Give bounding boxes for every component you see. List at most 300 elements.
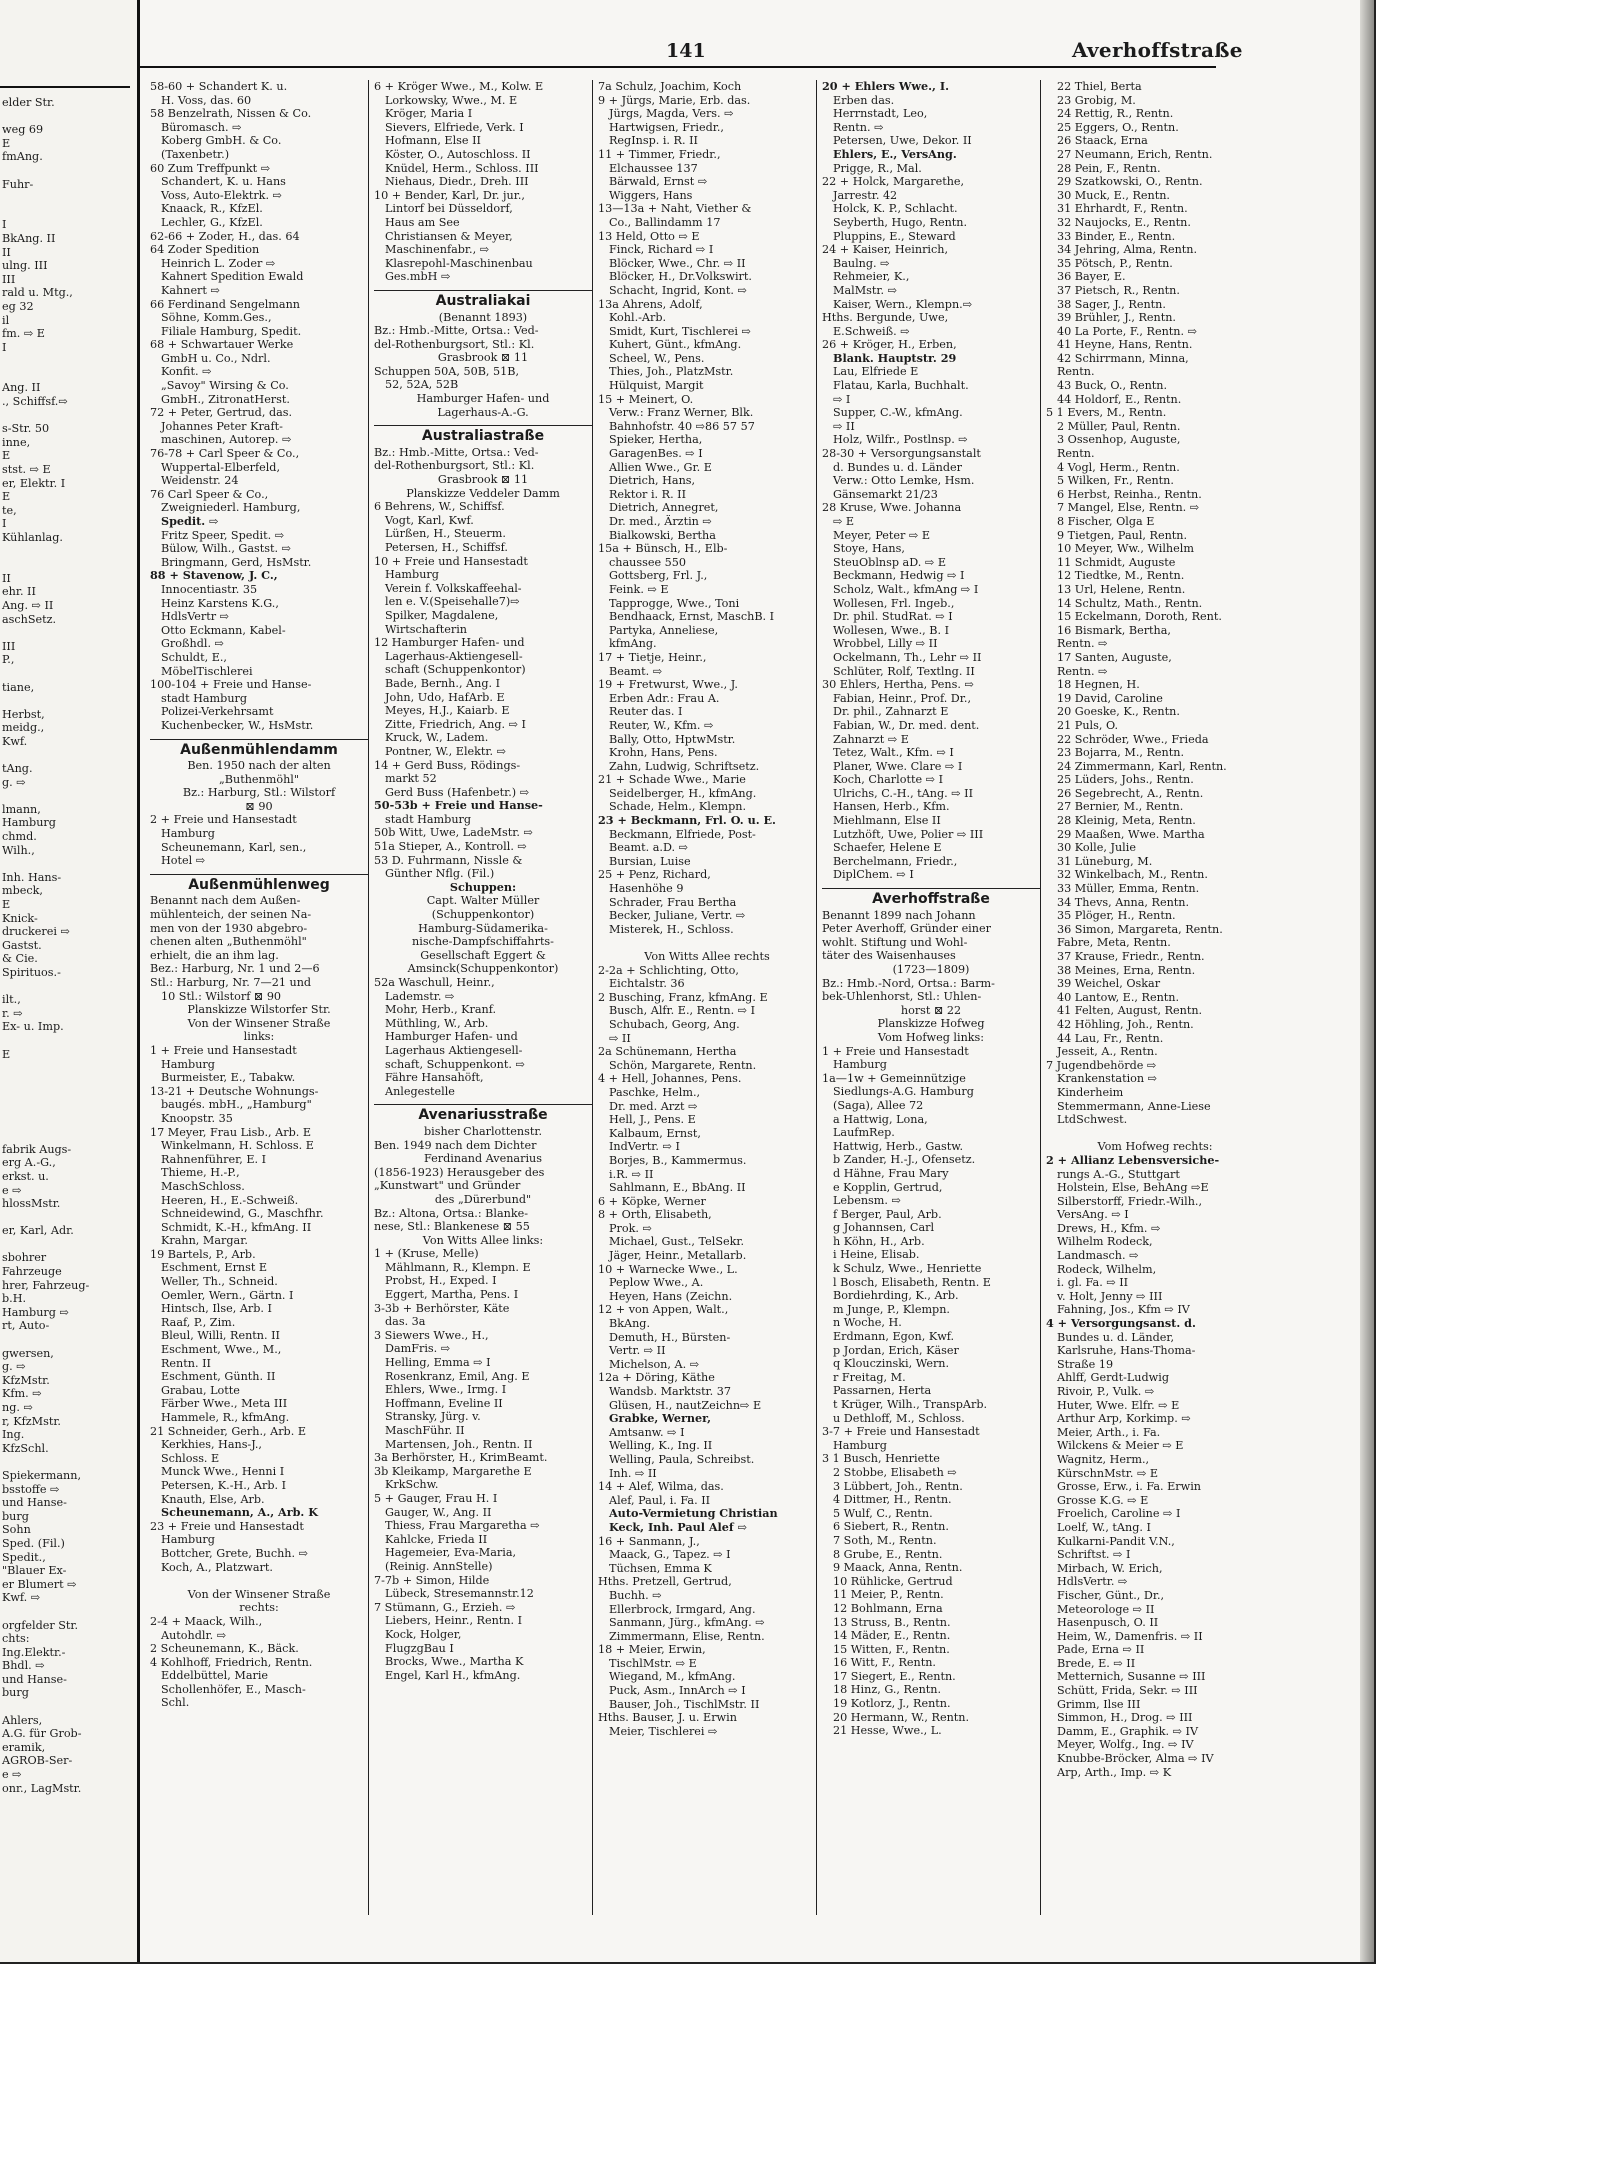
directory-entry: 52, 52A, 52B (385, 378, 459, 392)
street-heading: Australiakai (374, 290, 592, 309)
strip-line: r, KfzMstr. (2, 1414, 61, 1428)
directory-entry: 5 + Gauger, Frau H. I (374, 1491, 498, 1505)
directory-entry: Koch, Charlotte ⇨ I (833, 773, 943, 787)
directory-entry: bek-Uhlenhorst, Stl.: Uhlen- (822, 990, 982, 1004)
directory-entry: Fabian, W., Dr. med. dent. (833, 718, 980, 732)
directory-entry: q Klouczinski, Wern. (833, 1357, 950, 1371)
directory-entry: 12 Bohlmann, Erna (833, 1601, 943, 1615)
directory-entry: Welling, Paula, Schreibst. (609, 1452, 755, 1466)
directory-entry: Zahn, Ludwig, Schriftsetz. (609, 759, 760, 773)
directory-entry: Wiggers, Hans (609, 188, 693, 202)
directory-entry: Ockelmann, Th., Lehr ⇨ II (833, 650, 982, 664)
directory-entry: Blank. Hauptstr. 29 (833, 351, 957, 365)
directory-entry: Pontner, W., Elektr. ⇨ (385, 744, 507, 758)
directory-entry: 33 Müller, Emma, Rentn. (1057, 882, 1200, 896)
directory-entry: Lübeck, Stresemannstr.12 (385, 1587, 534, 1601)
strip-line: inne, (2, 435, 31, 449)
directory-entry: Lürßen, H., Steuerm. (385, 527, 506, 541)
strip-line: hrer, Fahrzeug- (2, 1278, 90, 1292)
directory-entry: Grosse K.G. ⇨ E (1057, 1493, 1149, 1507)
strip-line: Bhdl. ⇨ (2, 1659, 45, 1673)
directory-entry: Kulkarni-Pandit V.N., (1057, 1534, 1175, 1548)
directory-entry: Hths. Pretzell, Gertrud, (598, 1575, 732, 1589)
directory-entry: Partyka, Anneliese, (609, 623, 719, 637)
directory-entry: Wollesen, Frl. Ingeb., (833, 596, 955, 610)
directory-entry: Maack, G., Tapez. ⇨ I (609, 1548, 731, 1562)
directory-entry: 2-2a + Schlichting, Otto, (598, 963, 739, 977)
directory-entry: 11 + Timmer, Friedr., (598, 147, 721, 161)
strip-line: Spiekermann, (2, 1468, 82, 1482)
strip-line: & Cie. (2, 952, 38, 966)
directory-entry: 72 + Peter, Gertrud, das. (150, 406, 293, 420)
directory-entry: Hamburger Hafen- und (416, 392, 550, 406)
directory-entry: Fabre, Meta, Rentn. (1057, 936, 1171, 950)
strip-line (2, 667, 136, 681)
directory-entry: 7 Soth, M., Rentn. (833, 1533, 937, 1547)
strip-line (2, 1061, 136, 1075)
directory-entry: 3-3b + Berhörster, Käte (374, 1301, 510, 1315)
directory-entry: Spedit. ⇨ (161, 515, 219, 528)
directory-entry: Kruck, W., Ladem. (385, 731, 489, 745)
directory-entry: (Taxenbetr.) (161, 147, 230, 161)
directory-entry: Munck Wwe., Henni I (161, 1465, 285, 1479)
strip-line (2, 1333, 136, 1347)
strip-line: ehr. II (2, 585, 36, 599)
directory-column-2 (374, 80, 592, 1682)
directory-entry: Lutzhöft, Uwe, Polier ⇨ III (833, 827, 984, 841)
directory-entry: Bundes u. d. Länder, (1057, 1330, 1175, 1344)
directory-entry: „Savoy" Wirsing & Co. (161, 379, 289, 393)
directory-entry: Anlegestelle (385, 1084, 455, 1098)
strip-line (2, 1238, 136, 1252)
directory-entry: Finck, Richard ⇨ I (609, 243, 714, 257)
directory-entry: 23 Bojarra, M., Rentn. (1057, 746, 1184, 760)
directory-entry: Prok. ⇨ (609, 1221, 652, 1235)
directory-entry: Stoye, Hans, (833, 542, 905, 556)
directory-entry: 18 + Meier, Erwin, (598, 1643, 706, 1657)
strip-line: Ex- u. Imp. (2, 1020, 64, 1034)
directory-entry: Dietrich, Hans, (609, 474, 696, 488)
directory-entry: Hamburg (161, 827, 215, 841)
column-rule (1040, 80, 1041, 1915)
strip-line: fabrik Augs- (2, 1142, 72, 1156)
directory-entry: Lorkowsky, Wwe., M. E (385, 93, 518, 107)
directory-entry: Miehlmann, Else II (833, 814, 941, 828)
scan-edge (1360, 0, 1374, 1962)
directory-entry: 35 Pötsch, P., Rentn. (1057, 256, 1173, 270)
directory-entry: Hamburger Hafen- und (385, 1030, 518, 1044)
directory-entry: Silberstorff, Friedr.-Wilh., (1057, 1194, 1203, 1208)
directory-entry: Müthling, W., Arb. (385, 1016, 489, 1030)
directory-entry: Flatau, Karla, Buchhalt. (833, 379, 969, 393)
directory-entry: stadt Hamburg (161, 691, 248, 705)
directory-entry: Filiale Hamburg, Spedit. (161, 324, 302, 338)
directory-entry: des „Dürerbund" (434, 1192, 532, 1206)
strip-line: P., (2, 653, 15, 667)
directory-entry: Hansen, Herb., Kfm. (833, 800, 950, 814)
strip-line: Fahrzeuge (2, 1265, 62, 1279)
directory-entry: Ehlers, E., VersAng. (833, 147, 957, 161)
strip-line: Ing.Elektr.- (2, 1645, 66, 1659)
directory-entry: FlugzgBau I (385, 1641, 454, 1655)
directory-entry: Alef, Paul, i. Fa. II (609, 1493, 711, 1507)
directory-entry: Söhne, Komm.Ges., (161, 311, 272, 325)
directory-entry: Grabke, Werner, (609, 1412, 712, 1426)
directory-entry: Schön, Margarete, Rentn. (609, 1058, 757, 1072)
directory-entry: Hths. Bauser, J. u. Erwin (598, 1711, 737, 1725)
strip-line (2, 1102, 136, 1116)
strip-line: weg 69 (2, 123, 44, 137)
directory-entry (598, 936, 816, 950)
directory-entry: 10 Meyer, Ww., Wilhelm (1057, 542, 1194, 556)
directory-entry: Damm, E., Graphik. ⇨ IV (1057, 1724, 1199, 1738)
directory-entry: a Hattwig, Lona, (833, 1112, 928, 1126)
directory-entry: Fischer, Günt., Dr., (1057, 1588, 1165, 1602)
directory-entry: 2 Stobbe, Elisabeth ⇨ (833, 1465, 957, 1479)
street-heading: Außenmühlendamm (150, 739, 368, 758)
directory-entry: 14 Mäder, E., Rentn. (833, 1629, 951, 1643)
strip-line: bsstoffe ⇨ (2, 1482, 60, 1496)
strip-line: g. ⇨ (2, 1360, 26, 1374)
directory-entry: Verw.: Franz Werner, Blk. (609, 406, 754, 420)
directory-entry: b Zander, H.-J., Ofensetz. (833, 1153, 976, 1167)
directory-entry: 21 Schneider, Gerh., Arb. E (150, 1424, 306, 1438)
directory-entry: LtdSchwest. (1057, 1113, 1128, 1127)
strip-line: meidg., (2, 721, 45, 735)
directory-entry: 34 Thevs, Anna, Rentn. (1057, 895, 1190, 909)
directory-entry: ⇨ II (609, 1031, 631, 1045)
strip-line: Hamburg ⇨ (2, 1305, 69, 1319)
directory-entry: Bottcher, Grete, Buchh. ⇨ (161, 1546, 308, 1560)
directory-entry: Erben das. (833, 93, 895, 107)
directory-entry: Borjes, B., Kammermus. (609, 1153, 747, 1167)
directory-entry: Raaf, P., Zim. (161, 1315, 236, 1329)
directory-entry: 2 Müller, Paul, Rentn. (1057, 419, 1181, 433)
directory-entry: Bülow, Wilh., Gastst. ⇨ (161, 542, 291, 556)
directory-entry: 2 + Allianz Lebensversiche- (1046, 1153, 1220, 1167)
directory-entry: stadt Hamburg (385, 812, 472, 826)
directory-entry: Knoopstr. 35 (161, 1111, 233, 1125)
strip-line (2, 1088, 136, 1102)
directory-entry: 10 Rühlicke, Gertrud (833, 1574, 953, 1588)
directory-entry: Schneidewind, G., Maschfhr. (161, 1207, 324, 1221)
directory-entry: Scheel, W., Pens. (609, 351, 705, 365)
directory-entry: (1856-1923) Herausgeber des (374, 1165, 545, 1179)
directory-entry: Gerd Buss (Hafenbetr.) ⇨ (385, 785, 530, 799)
directory-entry: Schaefer, Helene E (833, 841, 942, 855)
directory-entry: Co., Ballindamm 17 (609, 215, 721, 229)
directory-entry: Supper, C.-W., kfmAng. (833, 406, 963, 420)
directory-entry: 31 Ehrhardt, F., Rentn. (1057, 202, 1188, 216)
directory-entry: Meier, Arth., i. Fa. (1057, 1425, 1161, 1439)
directory-entry: baugés. mbH., „Hamburg" (161, 1098, 312, 1112)
strip-rule (0, 86, 130, 88)
directory-entry: e Kopplin, Gertrud, (833, 1180, 943, 1194)
directory-entry: 9 Maack, Anna, Rentn. (833, 1561, 963, 1575)
directory-entry: (Reinig. AnnStelle) (385, 1559, 493, 1573)
directory-entry: Lebensm. ⇨ (833, 1194, 901, 1208)
directory-entry: 39 Weichel, Oskar (1057, 977, 1161, 991)
directory-entry: Elchaussee 137 (609, 161, 698, 175)
directory-entry: t Krüger, Wilh., TranspArb. (833, 1398, 988, 1411)
directory-entry: IndVertr. ⇨ I (609, 1140, 680, 1154)
strip-line (2, 191, 136, 205)
directory-entry: Blöcker, Wwe., Chr. ⇨ II (609, 256, 746, 270)
directory-entry: Dietrich, Annegret, (609, 501, 719, 515)
directory-entry: Zitte, Friedrich, Ang. ⇨ I (385, 717, 526, 731)
directory-entry: 6 + Kröger Wwe., M., Kolw. E (374, 80, 544, 93)
directory-entry: 40 La Porte, F., Rentn. ⇨ (1057, 324, 1197, 338)
directory-entry: 34 Jehring, Alma, Rentn. (1057, 243, 1198, 257)
directory-entry: 17 Santen, Auguste, (1057, 650, 1172, 664)
directory-entry: Hell, J., Pens. E (609, 1113, 696, 1127)
directory-entry: 26 + Kröger, H., Erben, (822, 338, 957, 352)
strip-line: Herbst, (2, 707, 45, 721)
directory-entry: Seyberth, Hugo, Rentn. (833, 215, 968, 229)
directory-entry: Niehaus, Diedr., Dreh. III (385, 175, 529, 189)
strip-line (2, 1211, 136, 1225)
directory-entry: 4 Vogl, Herm., Rentn. (1057, 460, 1180, 474)
directory-entry: Welling, K., Ing. II (609, 1439, 713, 1453)
directory-entry: Hamburg (161, 1057, 215, 1071)
directory-entry: 6 + Köpke, Werner (598, 1194, 706, 1208)
directory-entry: Färber Wwe., Meta III (161, 1397, 288, 1411)
directory-entry: Meyes, H.J., Kaiarb. E (385, 704, 510, 718)
directory-column-5 (1046, 80, 1264, 1779)
directory-entry: Ben. 1950 nach der alten (187, 759, 331, 773)
column-rule (368, 80, 369, 1915)
directory-entry: ⇨ I (833, 392, 851, 406)
directory-entry: Jürgs, Magda, Vers. ⇨ (609, 107, 734, 121)
directory-entry: John, Udo, HafArb. E (385, 690, 505, 704)
directory-entry: Hartwigsen, Friedr., (609, 120, 724, 134)
directory-entry: Rentn. II (161, 1356, 211, 1370)
directory-entry: 11 Meier, P., Rentn. (833, 1588, 944, 1602)
directory-entry: Hattwig, Herb., Gastw. (833, 1139, 964, 1153)
directory-entry: kfmAng. (609, 637, 657, 651)
strip-line: erkst. u. (2, 1169, 49, 1183)
directory-entry: k Schulz, Wwe., Henriette (833, 1262, 982, 1276)
directory-entry: Benannt 1899 nach Johann (822, 908, 976, 922)
strip-line: tAng. (2, 762, 33, 776)
directory-entry: Von Witts Allee links: (422, 1233, 544, 1247)
directory-entry: Vogt, Karl, Kwf. (385, 513, 474, 527)
directory-entry: Hamburg (833, 1058, 887, 1072)
directory-entry: Spilker, Magdalene, (385, 608, 499, 622)
running-head-street: Averhoffstraße (1072, 38, 1243, 62)
directory-entry: 20 Hermann, W., Rentn. (833, 1710, 970, 1724)
directory-entry: 21 Puls, O. (1057, 718, 1119, 732)
directory-entry: Eschment, Günth. II (161, 1370, 276, 1384)
directory-entry: 2 Busching, Franz, kfmAng. E (598, 990, 768, 1004)
directory-entry: Allien Wwe., Gr. E (609, 460, 712, 474)
directory-entry: Drews, H., Kfm. ⇨ (1057, 1221, 1161, 1235)
directory-entry: Peplow Wwe., A. (609, 1276, 704, 1290)
strip-line (2, 980, 136, 994)
strip-line: E (2, 490, 11, 504)
directory-entry: Herrnstadt, Leo, (833, 107, 928, 121)
directory-entry: Beckmann, Elfriede, Post- (609, 827, 756, 841)
directory-entry: Arp, Arth., Imp. ⇨ K (1057, 1765, 1172, 1779)
directory-entry: 100-104 + Freie und Hanse- (150, 678, 312, 692)
directory-entry: 28 Kruse, Wwe. Johanna (822, 501, 962, 515)
directory-entry: Feink. ⇨ E (609, 582, 669, 596)
directory-entry: Zahnarzt ⇨ E (833, 732, 909, 746)
directory-entry: MöbelTischlerei (161, 664, 253, 678)
directory-entry: Gänsemarkt 21/23 (833, 487, 938, 501)
directory-entry: Eggert, Martha, Pens. I (385, 1288, 519, 1302)
directory-entry: Tüchsen, Emma K (609, 1561, 712, 1575)
strip-line: erg A.-G., (2, 1156, 56, 1170)
directory-entry: Petersen, Uwe, Dekor. II (833, 134, 972, 148)
directory-entry: 7 Mangel, Else, Rentn. ⇨ (1057, 501, 1200, 515)
directory-entry: schaft (Schuppenkontor) (385, 663, 526, 677)
directory-entry: Landmasch. ⇨ (1057, 1249, 1139, 1263)
directory-entry: Grasbrook ⊠ 11 (437, 473, 529, 487)
strip-line: Ing. (2, 1428, 25, 1442)
directory-entry: u Dethloff, M., Schloss. (833, 1411, 965, 1425)
strip-line: il (2, 313, 10, 327)
directory-entry: Mählmann, R., Klempn. E (385, 1260, 531, 1274)
directory-entry: Sanmann, Jürg., kfmAng. ⇨ (609, 1616, 765, 1630)
directory-entry: nische-Dampfschiffahrts- (412, 935, 554, 949)
directory-entry: Martensen, Joh., Rentn. II (385, 1437, 533, 1451)
directory-entry: 88 + Stavenow, J. C., (150, 569, 278, 583)
directory-entry: Köster, O., Autoschloss. II (385, 147, 531, 161)
directory-entry: SteuOblnsp aD. ⇨ E (833, 555, 947, 569)
strip-line: und Hanse- (2, 1496, 67, 1510)
directory-entry: Wilhelm Rodeck, (1057, 1235, 1153, 1249)
directory-entry: Tapprogge, Wwe., Toni (609, 596, 740, 610)
directory-entry: 28 Kleinig, Meta, Rentn. (1057, 814, 1196, 828)
directory-entry: Günther Nflg. (Fil.) (385, 867, 495, 881)
directory-entry: Becker, Juliane, Vertr. ⇨ (609, 909, 746, 923)
strip-line: E (2, 1047, 11, 1061)
directory-entry: 5 Wilken, Fr., Rentn. (1057, 474, 1174, 488)
directory-entry: Planer, Wwe. Clare ⇨ I (833, 759, 963, 773)
directory-entry: 43 Buck, O., Rentn. (1057, 379, 1168, 393)
directory-entry: Gauger, W., Ang. II (385, 1505, 492, 1519)
directory-entry: Engel, Karl H., kfmAng. (385, 1668, 521, 1682)
directory-entry: Knauth, Else, Arb. (161, 1492, 265, 1506)
directory-entry: Krahn, Margar. (161, 1234, 248, 1248)
strip-line: Spedit., (2, 1550, 46, 1564)
directory-entry: 16 + Sanmann, J., (598, 1534, 700, 1548)
directory-entry: Berchelmann, Friedr., (833, 854, 958, 868)
strip-line: ilt., (2, 993, 21, 1007)
directory-entry: p Jordan, Erich, Käser (833, 1343, 959, 1357)
directory-entry: Scholz, Walt., kfmAng ⇨ I (833, 582, 979, 596)
directory-entry: d Hähne, Frau Mary (833, 1166, 949, 1180)
directory-entry: Dr. med., Ärztin ⇨ (609, 515, 712, 528)
strip-text (2, 96, 136, 1795)
directory-entry: Heinrich L. Zoder ⇨ (161, 256, 276, 270)
directory-entry: MaschSchloss. (161, 1179, 245, 1193)
directory-entry: Loelf, W., tAng. I (1057, 1520, 1151, 1534)
directory-entry: LaufmRep. (833, 1126, 895, 1140)
directory-entry: 3 1 Busch, Henriette (822, 1452, 940, 1466)
strip-line: Sped. (Fil.) (2, 1536, 65, 1550)
directory-entry: Heeren, H., E.-Schweiß. (161, 1193, 299, 1207)
directory-entry: Schmidt, K.-H., kfmAng. II (161, 1220, 312, 1234)
directory-entry (1046, 1127, 1264, 1141)
directory-entry: 26 Segebrecht, A., Rentn. (1057, 786, 1204, 800)
directory-entry: Wagnitz, Herm., (1057, 1452, 1150, 1466)
directory-entry: Planskizze Veddeler Damm (406, 486, 560, 500)
strip-line: Fuhr- (2, 177, 34, 191)
directory-entry: 41 Felten, August, Rentn. (1057, 1004, 1203, 1018)
strip-line: und Hanse- (2, 1672, 67, 1686)
directory-entry: 4 Dittmer, H., Rentn. (833, 1493, 952, 1507)
directory-entry: Thies, Joh., PlatzMstr. (609, 365, 734, 379)
directory-entry: 21 + Schade Wwe., Marie (598, 773, 746, 787)
directory-entry: i.R. ⇨ II (609, 1167, 654, 1181)
directory-entry: 44 Holdorf, E., Rentn. (1057, 392, 1182, 406)
strip-line (2, 749, 136, 763)
directory-entry: Rentn. (1057, 447, 1095, 461)
strip-line: burg (2, 1686, 29, 1700)
strip-line: E (2, 898, 11, 912)
directory-entry: Hasenpusch, O. II (1057, 1616, 1159, 1630)
directory-entry: 66 Ferdinand Sengelmann (150, 297, 300, 311)
directory-entry: Hintsch, Ilse, Arb. I (161, 1302, 272, 1316)
directory-entry: Lagerhaus Aktiengesell- (385, 1043, 523, 1057)
strip-line: druckerei ⇨ (2, 925, 70, 939)
directory-entry: Kuchenbecker, W., HsMstr. (161, 718, 314, 732)
strip-line: onr., LagMstr. (2, 1781, 82, 1795)
strip-line: II (2, 245, 11, 259)
directory-entry: 13—13a + Naht, Viether & (598, 202, 752, 216)
directory-entry: Knüdel, Herm., Schloss. III (385, 161, 539, 175)
directory-entry: Reuter, W., Kfm. ⇨ (609, 718, 714, 732)
directory-entry: Hoffmann, Eveline II (385, 1396, 503, 1410)
directory-entry: 23 + Beckmann, Frl. O. u. E. (598, 814, 776, 828)
directory-entry: maschinen, Autorep. ⇨ (161, 433, 292, 447)
directory-entry: (1723—1809) (892, 963, 970, 976)
directory-entry: Heyen, Hans (Zeichn. (609, 1289, 733, 1303)
directory-entry: Schacht, Ingrid, Kont. ⇨ (609, 283, 747, 297)
directory-entry: chaussee 550 (609, 555, 686, 569)
directory-entry: Prigge, R., Mal. (833, 161, 922, 175)
directory-entry: 53 D. Fuhrmann, Nissle & (374, 853, 523, 867)
directory-entry: Beamt. ⇨ (609, 664, 663, 678)
directory-entry: Rentn. ⇨ (1057, 664, 1108, 678)
directory-entry: Amsinck(Schuppenkontor) (407, 962, 559, 976)
directory-entry: Brede, E. ⇨ II (1057, 1656, 1136, 1670)
directory-entry: i Heine, Elisab. (833, 1248, 920, 1262)
strip-line: g. ⇨ (2, 775, 26, 789)
strip-line (2, 1700, 136, 1714)
directory-entry: 9 Tietgen, Paul, Rentn. (1057, 528, 1188, 542)
directory-entry: 60 Zum Treffpunkt ⇨ (150, 161, 271, 175)
directory-entry: Lademstr. ⇨ (385, 989, 455, 1003)
directory-entry: 1 + Freie und Hansestadt (822, 1044, 969, 1058)
directory-entry: BkAng. (609, 1317, 651, 1331)
directory-entry: del-Rothenburgsort, Stl.: Kl. (374, 337, 535, 351)
directory-entry: 76-78 + Carl Speer & Co., (150, 447, 300, 461)
strip-line: Gastst. (2, 938, 42, 952)
directory-entry: Holz, Wilfr., Postlnsp. ⇨ (833, 433, 968, 447)
directory-entry: Polizei-Verkehrsamt (161, 705, 274, 719)
directory-entry: Kalbaum, Ernst, (609, 1126, 701, 1140)
directory-entry: Bialkowski, Bertha (609, 528, 716, 542)
directory-entry: 58 Benzelrath, Nissen & Co. (150, 107, 312, 121)
directory-entry: h Köhn, H., Arb. (833, 1234, 925, 1248)
directory-entry: 24 Rettig, R., Rentn. (1057, 107, 1174, 121)
directory-entry: 19 Kotlorz, J., Rentn. (833, 1697, 951, 1711)
directory-entry: Wirtschafterin (385, 622, 467, 636)
strip-line: ulng. III (2, 259, 48, 273)
